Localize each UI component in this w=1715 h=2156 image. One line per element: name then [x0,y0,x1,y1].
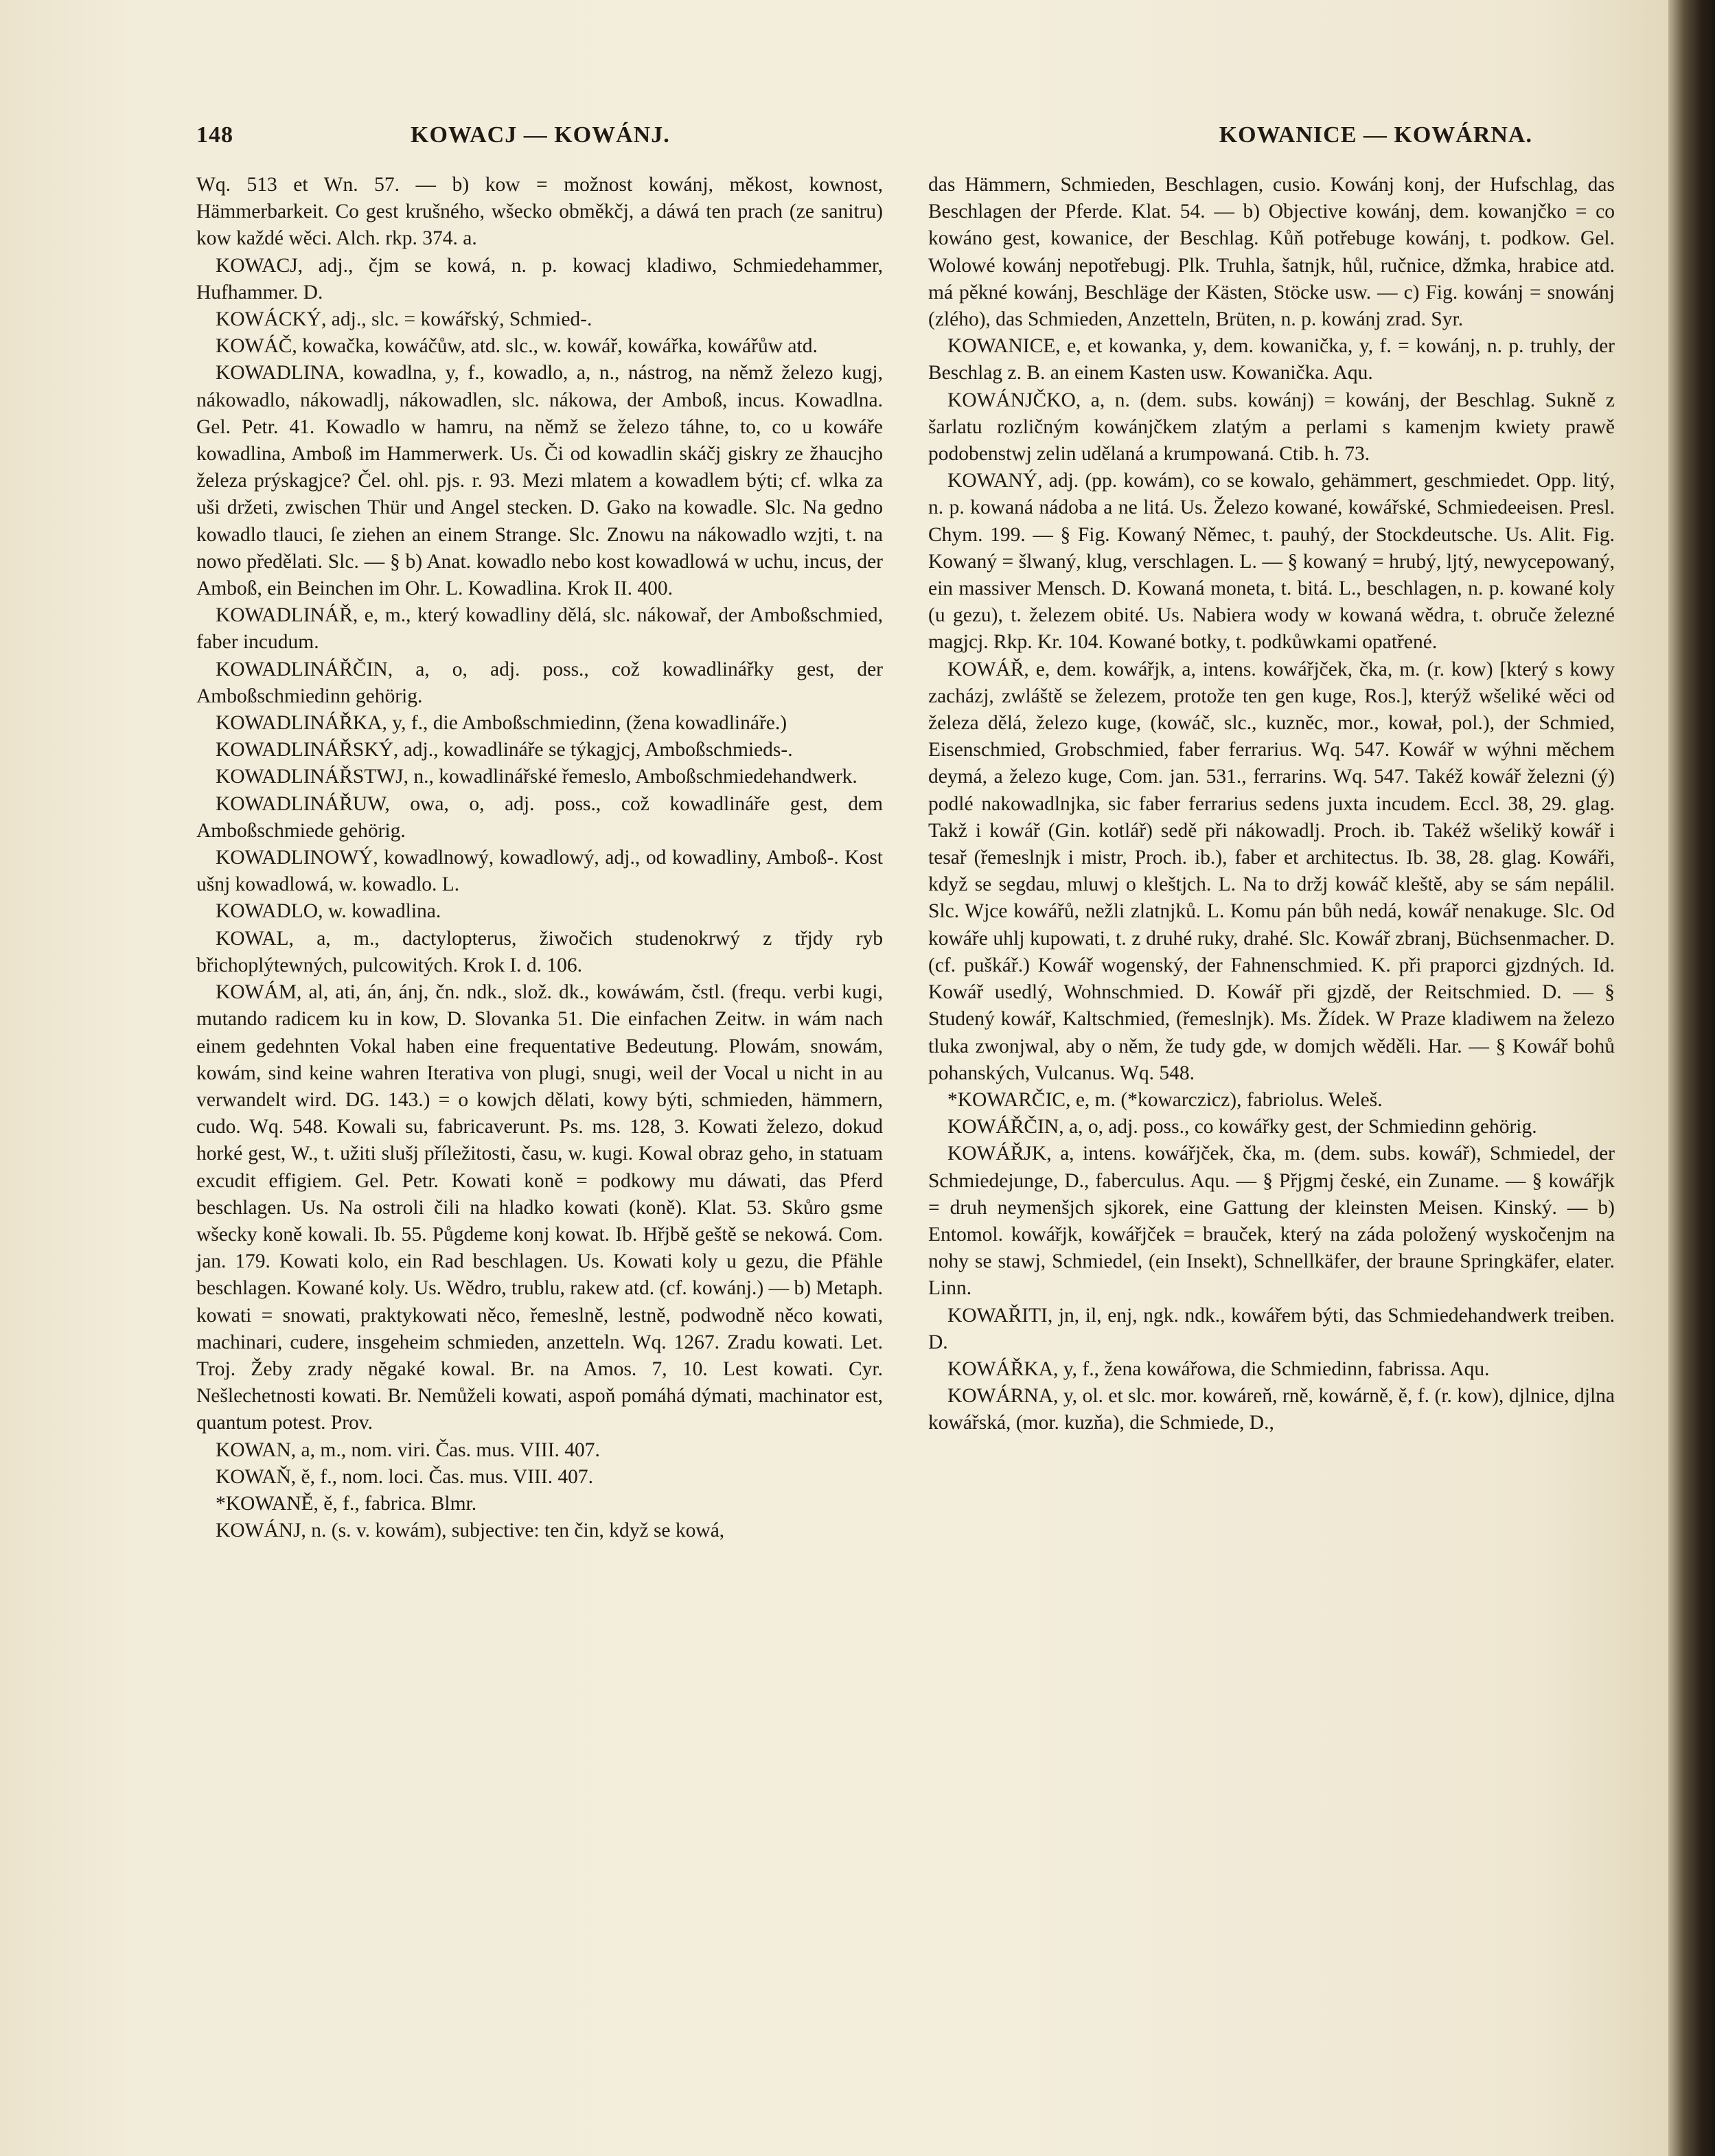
dictionary-entry: KOWADLINÁŘUW, owa, o, adj. poss., což kowadlináře gest, dem Amboßschmiede gehörig. [196,792,883,842]
dictionary-entry: KOWADLINÁŘKA, y, f., die Amboßschmiedinn, (žena kowadlináře.) [216,712,787,735]
running-header [196,115,1615,157]
dictionary-entry: KOWADLINÁŘČIN, a, o, adj. poss., což kowadlinářky gest, der Amboßschmiedinn gehörig. [196,658,883,707]
dictionary-entry: KOWADLINÁŘSKÝ, adj., kowadlináře se týkagjcj, Amboßschmieds-. [216,739,793,761]
dictionary-entry: KOWÁŘČIN, a, o, adj. poss., co kowářky gest, der Schmiedinn gehörig. [947,1116,1537,1138]
dictionary-entry: KOWAN, a, m., nom. viri. Čas. mus. VIII. 407. [216,1438,600,1461]
dictionary-entry: KOWANICE, e, et kowanka, y, dem. kowanička, y, f. = kowánj, n. p. truhly, der Beschlag z. B. an einem Kasten usw. Kowanička. Aqu. [928,335,1615,385]
dictionary-entry: KOWÁNJ, n. (s. v. kowám), subjective: ten čin, když se kowá, [216,1519,725,1542]
page-number: 148 [196,122,233,148]
dictionary-entry: KOWADLINA, kowadlna, y, f., kowadlo, a, n., nástrog, na němž železo kugj, nákowadlo, nákowadlj, nákowadlen, slc. nákowa, der Amboß, incus. Kowadlna. Gel. Petr. 41. Kowadlo w hamru, na němž se železo táhne, to, co u kowáře kowadlina, Amboß im Hammerwerk. Us. Či od kowadlin skáčj giskry ze žhaucjho železa prýskagjce? Čel. ohl. pjs. r. 93. Mezi mlatem a kowadlem býti; cf. wlka za uši držeti, zwischen Thür und Angel stecken. D. Gako na kowadle. Slc. Na gedno kowadlo tlauci, ſe ziehen an einem Strange. Slc. Znowu na nákowadlo wzjti, t. na nowo předělati. Slc. — § b) Anat. kowadlo nebo kost kowadlowá w uchu, incus, der Amboß, ein Beinchen im Ohr. L. Kowadlina. Krok II. 400. [196,362,883,600]
dictionary-entry: KOWÁNJČKO, a, n. (dem. subs. kowánj) = kowánj, der Beschlag. Sukně z šarlatu rozličným kowánjčkem zlatým a perlami s kamenjm kwiety prawě podobenstwj zelin udělaná a krumpowaná. Ctib. h. 73. [928,389,1615,466]
dictionary-entry: KOWÁCKÝ, adj., slc. = kowářský, Schmied-. [216,308,592,331]
left-column [196,172,883,1544]
dictionary-entry: KOWADLINÁŘSTWJ, n., kowadlinářské řemeslo, Amboßschmiedehandwerk. [216,766,858,788]
dictionary-entry: KOWÁČ, kowačka, kowáčůw, atd. slc., w. kowář, kowářka, kowářůw atd. [216,335,818,358]
dictionary-entry: Wq. 513 et Wn. 57. — b) kow = možnost kowánj, měkost, kownost, Hämmerbarkeit. Co gest krušného, wšecko obměkčj, a dáwá ten prach (ze sanitru) kow každé wěci. Alch. rkp. 374. a. [196,174,883,250]
dictionary-entry: KOWACJ, adj., čjm se kowá, n. p. kowacj kladiwo, Schmiedehammer, Hufhammer. D. [196,254,883,303]
right-column [928,172,1615,1437]
dictionary-entry: KOWADLINÁŘ, e, m., který kowadliny dělá, slc. nákowař, der Amboßschmied, faber incudum. [196,604,883,654]
dictionary-entry: *KOWARČIC, e, m. (*kowarczicz), fabriolus. Weleš. [947,1088,1383,1111]
dictionary-entry: KOWANÝ, adj. (pp. kowám), co se kowalo, gehämmert, geschmiedet. Opp. litý, n. p. kowaná nádoba a ne litá. Us. Železo kowané, kowářské, Schmiedeeisen. Presl. Chym. 199. — § Fig. Kowaný Němec, t. pauhý, der Stockdeutsche. Us. Alit. Fig. Kowaný = šlwaný, klug, verschlagen. L. — § kowaný = hrubý, ljtý, newycepowaný, ein massiver Mensch. D. Kowaná moneta, t. bitá. L., beschlagen, n. p. kowané koly (u gezu), t. železem obité. Us. Nabiera wody w kowaná wědra, t. obruče železné magjcj. Rkp. Kr. 104. Kowané botky, t. podkůwkami opatřené. [928,470,1615,654]
left-running-title: KOWACJ — KOWÁNJ. [411,122,670,148]
dictionary-entry: *KOWANĚ, ě, f., fabrica. Blmr. [216,1492,477,1515]
book-gutter [1668,0,1715,2156]
dictionary-entry: KOWADLINOWÝ, kowadlnowý, kowadlowý, adj., od kowadliny, Amboß-. Kost ušnj kowadlowá, w. kowadlo. L. [196,847,883,896]
dictionary-entry: KOWÁRNA, y, ol. et slc. mor. kowáreň, rně, kowárně, ě, f. (r. kow), djlnice, djlna kowářská, (mor. kuzňa), die Schmiede, D., [928,1385,1615,1434]
right-running-title: KOWANICE — KOWÁRNA. [1219,122,1532,148]
dictionary-entry: KOWÁM, al, ati, án, ánj, čn. ndk., slož. dk., kowáwám, čstl. (frequ. verbi kugi, mutando radicem ku in kow, D. Slovanka 51. Die einfachen Zeitw. in wám nach einem gedehnten Vokal haben eine frequentative Bedeutung. Plowám, snowám, kowám, sind keine wahren Iterativa von plugi, snugi, weil der Vocal u nicht in au verwandelt wird. DG. 143.) = o kowjch dělati, kowy býti, schmieden, hämmern, cudo. Wq. 548. Kowali su, fabricaverunt. Ps. ms. 128, 3. Kowati železo, dokud horké gest, W., t. užiti slušj příležitosti, času, w. kugi. Kowal obraz geho, in statuam excudit effigiem. Gel. Petr. Kowati koně = podkowy mu dáwati, das Pferd beschlagen. Us. Na ostroli čili na hladko kowati (koně). Klat. 53. Skůro gsme wšecky koně kowali. Ib. 55. Půgdeme konj kowat. Ib. Hřjbě geště se nekowá. Com. jan. 179. Kowati kolo, ein Rad beschlagen. Us. Kowati koly u gezu, die Pfähle beschlagen. Kowané koly. Us. Wědro, trublu, rakew atd. (cf. kowánj.) — b) Metaph. kowati = snowati, praktykowati něco, řemeslně, lestně, podwodně něco kowati, machinari, cudere, insgeheim schmieden, anzetteln. Wq. 1267. Zradu kowati. Let. Troj. Žeby zrady nĕgaké kowal. Br. na Amos. 7, 10. Lest kowati. Cyr. Nešlechetnosti kowati. Br. Nemůželi kowati, aspoň pomáhá dýmati, machinator est, quantum potest. Prov. [196,981,883,1434]
dictionary-entry: KOWAL, a, m., dactylopterus, žiwočich studenokrwý z třjdy ryb břichoplýtewných, pulcowitých. Krok I. d. 106. [196,927,883,976]
dictionary-entry: KOWAŇ, ě, f., nom. loci. Čas. mus. VIII. 407. [216,1465,594,1488]
dictionary-entry: KOWÁŘKA, y, f., žena kowářowa, die Schmiedinn, fabrissa. Aqu. [947,1357,1490,1380]
dictionary-entry: KOWAŘITI, jn, il, enj, ngk. ndk., kowářem býti, das Schmiedehandwerk treiben. D. [928,1304,1615,1353]
dictionary-entry: das Hämmern, Schmieden, Beschlagen, cusio. Kowánj konj, der Hufschlag, das Beschlagen der Pferde. Klat. 54. — b) Objective kowánj, dem. kowanjčko = co kowáno gest, kowanice, der Beschlag. Kůň potřebuge kowánj, t. podkow. Gel. Wolowé kowánj nepotřebugj. Plk. Truhla, šatnjk, hůl, ručnice, džmka, hrabice atd. má pěkné kowánj, Beschläge der Kästen, Stöcke usw. — c) Fig. kowánj = snowánj (zlého), das Schmieden, Anzetteln, Brüten, n. p. kowánj zrad. Syr. [928,174,1615,331]
dictionary-entry: KOWÁŘJK, a, intens. kowářjček, čka, m. (dem. subs. kowář), Schmiedel, der Schmiedejunge, D., faberculus. Aqu. — § Přjgmj české, ein Zuname. — § kowářjk = druh neymenšjch sjkorek, eine Gattung der kleinsten Meisen. Kinský. — b) Entomol. kowářjk, kowářjček = brauček, který na záda položený wyskočenjm na nohy se stawj, Schmiedel, (ein Insekt), Schnellkäfer, der braune Springkäfer, elater. Linn. [928,1143,1615,1300]
dictionary-entry: KOWADLO, w. kowadlina. [216,900,441,923]
dictionary-entry: KOWÁŘ, e, dem. kowářjk, a, intens. kowářjček, čka, m. (r. kow) [který s kowy zacházj, zwláště se železem, protože ten gen kuge, Ros.], kterýž wšeliké wěci od železa dělá, železo kuge, (kowáč, slc., kuzněc, mor., kował, pol.), der Schmied, Eisenschmied, Grobschmied, faber ferrarius. Wq. 547. Kowář w wýhni měchem deymá, a železo kuge, Com. jan. 531., ferrarins. Wq. 547. Takéž kowář železni (ý) podlé nakowadlnjka, sic faber ferrarius sedens juxta incudem. Eccl. 38, 29. glag. Takž i kowář (Gin. kotlář) sedě při nákowadlj. Proch. ib. Takéž wšelikў kowář i tesař (řemeslnjk i mistr, Proch. ib.), faber et architectus. Ib. 38, 28. glag. Kowáři, když se segdau, mluwj o kleštjch. L. Na to držj kowáč kleště, aby se sám nepálil. Slc. Wjce kowářů, nežli zlatnjků. L. Komu pán bůh nedá, kowář nenakuge. Slc. Od kowáře uhlj kupowati, t. z druhé ruky, drahé. Slc. Kowář zbranj, Büchsenmacher. D. (cf. puškář.) Kowář wogenský, der Fahnenschmied. K. při praporci gjzdných. Id. Kowář usedlý, Wohnschmied. D. Kowář při gjzdě, der Reitschmied. D. — § Studený kowář, Kaltschmied, (řemeslnjk). Ms. Žídek. W Praze kladiwem na železo tluka zwonjwal, aby o něm, že tudy gde, w domjch wěděli. Har. — § Kowář bohů pohanských, Vulcanus. Wq. 548. [928,658,1615,1084]
